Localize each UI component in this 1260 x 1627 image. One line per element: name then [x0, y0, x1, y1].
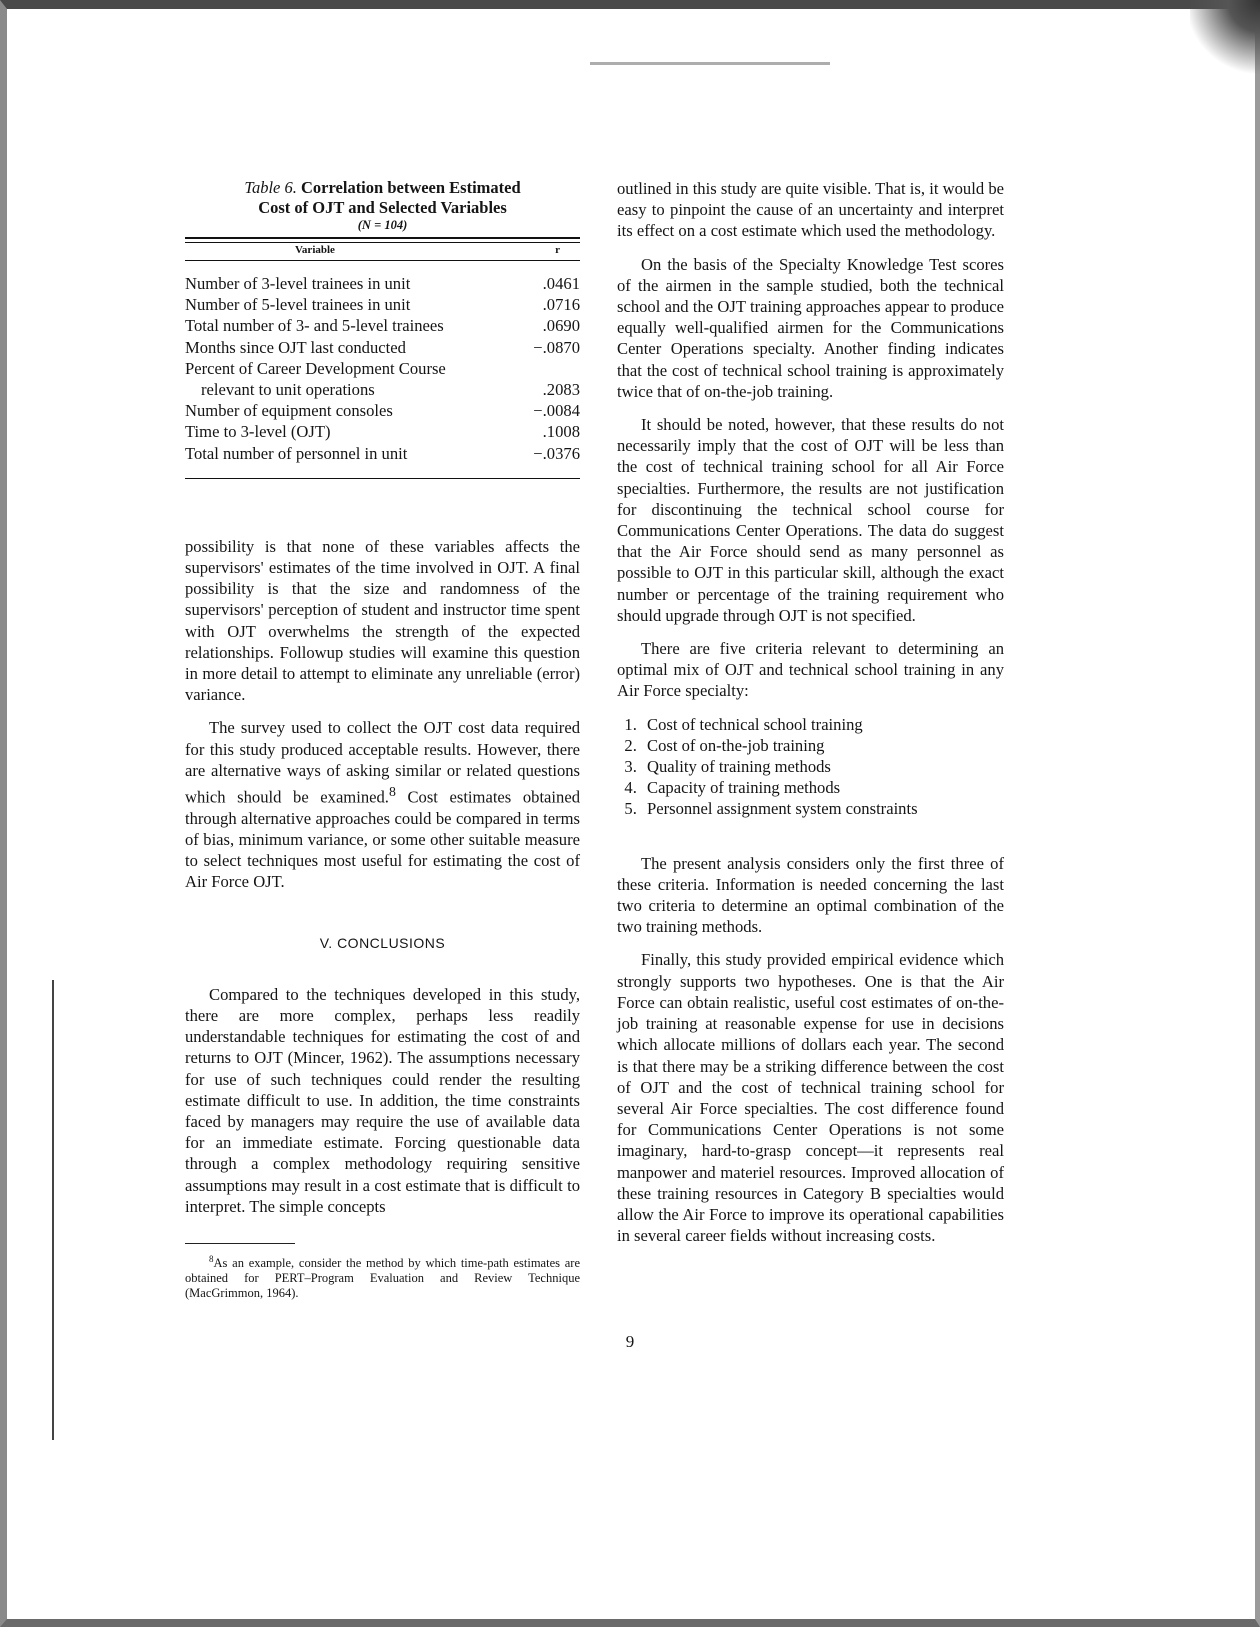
table-row	[185, 337, 580, 358]
table-row	[185, 400, 580, 421]
table-body	[185, 273, 580, 464]
table-cell-variable: Total number of 3- and 5-level trainees	[185, 316, 444, 336]
table-cell-r: −.0376	[533, 443, 580, 463]
footnote-ref: 8	[388, 784, 396, 800]
table-title	[185, 178, 580, 198]
table-cell-r: .0461	[542, 274, 580, 293]
table-cell-r: .0690	[542, 316, 580, 336]
right-paragraph-6: Finally, this study provided empirical evidence which strongly supports two hypotheses. One is that the Air Force can obtain realistic, useful cost estimates of on-the-job training at reasonable expense for use in decisions which allocate millions of dollars each year. The second is that there may be a striking difference between the cost of OJT and the cost of technical training school for several Air Force specialties. The cost difference found for Communications Center Operations is not some imaginary, hard-to-grasp concept—it represents real manpower and materiel resources. Improved allocation of these training resources in Category B specialties would allow the Air Force to improve its operational capabilities in several career fields without increasing costs.	[617, 950, 1004, 1246]
table-title-line2: Cost of OJT and Selected Variables	[258, 198, 507, 217]
table-row	[185, 315, 580, 336]
table-header	[185, 243, 580, 258]
table-cell-variable: Total number of personnel in unit	[185, 443, 408, 463]
table-cell-r	[510, 358, 580, 379]
paragraph-2-text-a: The survey used to collect the OJT cost data required for this study produced acceptable results. However, there are alternative ways of asking similar or related questions which should be examined.	[185, 718, 580, 807]
right-paragraph-2: On the basis of the Specialty Knowledge Test scores of the airmen in the sample studied, both the technical school and the OJT training approaches appear to produce equally well-qualified airmen for the Communications Center Operations specialty. Another finding indicates that the cost of technical school training is approximately twice that of on-the-job training.	[617, 254, 1004, 401]
left-paragraph-2	[185, 717, 580, 892]
table-cell-variable: Number of 3-level trainees in unit	[185, 274, 411, 293]
table-cell-variable: Months since OJT last conducted	[185, 337, 406, 357]
page-number: 9	[625, 1332, 635, 1351]
criteria-item: 4. Capacity of training methods	[641, 777, 1004, 798]
table-n: (N = 104)	[357, 218, 408, 232]
footnote-text: As an example, consider the method by which time-path estimates are obtained for PERT–Program Evaluation and Review Technique (MacGrimmon, 1964).	[185, 1256, 580, 1301]
correlation-table	[185, 178, 580, 479]
table-row	[185, 379, 580, 400]
table-row	[185, 443, 580, 464]
table-cell-r: .1008	[542, 422, 580, 442]
footnote	[185, 1252, 580, 1301]
right-column	[617, 178, 1004, 1246]
right-paragraph-5: The present analysis considers only the first three of these criteria. Information is needed concerning the last two criteria to determine an optimal combination of the two training methods.	[617, 853, 1004, 937]
scan-margin-line	[52, 980, 54, 1440]
table-cell-r: .0716	[542, 295, 580, 315]
table-cell-r: −.0870	[533, 337, 580, 357]
left-paragraph-3: Compared to the techniques developed in this study, there are more complex, perhaps less readily understandable techniques for estimating the cost of and returns to OJT (Mincer, 1962). The assumptions necessary for use of such techniques could render the resulting estimate difficult to use. In addition, the time constraints faced by managers may require the use of available data for an immediate estimate. Forcing questionable data through a complex methodology requiring sensitive assumptions may result in a cost estimate that is difficult to interpret. The simple concepts	[185, 984, 580, 1216]
left-paragraph-1: possibility is that none of these variables affects the supervisors' estimates of the time involved in OJT. A final possibility is that the size and randomness of the supervisors' perception of student and instructor time spent with OJT overwhelms the strength of the expected relationships. Followup studies will examine this question in more detail to attempt to eliminate any unreliable (error) variance.	[185, 536, 580, 705]
table-header-rule	[185, 260, 580, 261]
footnote-rule	[185, 1243, 295, 1244]
criteria-list	[617, 714, 1004, 819]
column-header-r: r	[555, 244, 560, 256]
scan-corner-shadow	[1190, 0, 1260, 80]
criteria-item: 5. Personnel assignment system constraints	[641, 798, 1004, 819]
right-paragraph-1: outlined in this study are quite visible. That is, it would be easy to pinpoint the cause of an uncertainty and interpret its effect on a cost estimate which used the methodology.	[617, 179, 1004, 241]
criteria-item: 1. Cost of technical school training	[641, 714, 1004, 735]
left-column	[185, 178, 580, 1301]
table-cell-r: −.0084	[533, 401, 580, 421]
table-cell-variable: Percent of Career Development Course	[185, 358, 446, 378]
right-paragraph-4: There are five criteria relevant to determining an optimal mix of OJT and technical school training in any Air Force specialty:	[617, 639, 1004, 701]
table-row	[185, 294, 580, 315]
table-cell-r: .2083	[542, 380, 580, 400]
table-cell-variable: Time to 3-level (OJT)	[185, 422, 331, 442]
criteria-item: 2. Cost of on-the-job training	[641, 735, 1004, 756]
column-header-variable: Variable	[295, 244, 335, 256]
paragraph-2-text-b: Cost estimates obtained through alternative approaches could be compared in terms of bias, minimum variance, or some other suitable measure to select techniques most useful for estimating the cost of Air Force OJT.	[185, 787, 580, 892]
criteria-item: 3. Quality of training methods	[641, 756, 1004, 777]
table-row	[185, 358, 580, 379]
scan-smudge	[590, 62, 830, 65]
table-title-text: Correlation between Estimated	[301, 178, 521, 197]
footnote-marker: 8	[209, 1254, 214, 1265]
table-cell-variable: Number of equipment consoles	[185, 401, 393, 421]
table-cell-variable: relevant to unit operations	[201, 380, 375, 400]
table-label: Table 6.	[244, 178, 297, 197]
table-row	[185, 273, 580, 294]
right-paragraph-3: It should be noted, however, that these results do not necessarily imply that the cost of OJT will be less than the cost of technical training school for all Air Force specialties. Furthermore, the results are not justification for discontinuing the technical school course for Communications Center Operations. The data do suggest that the Air Force should send as many personnel as possible to OJT in this particular skill, although the exact number or percentage of the training requirement who should upgrade through OJT is not specified.	[617, 415, 1004, 625]
section-heading: V. CONCLUSIONS	[319, 934, 446, 951]
table-cell-variable: Number of 5-level trainees in unit	[185, 295, 411, 315]
table-row	[185, 421, 580, 442]
